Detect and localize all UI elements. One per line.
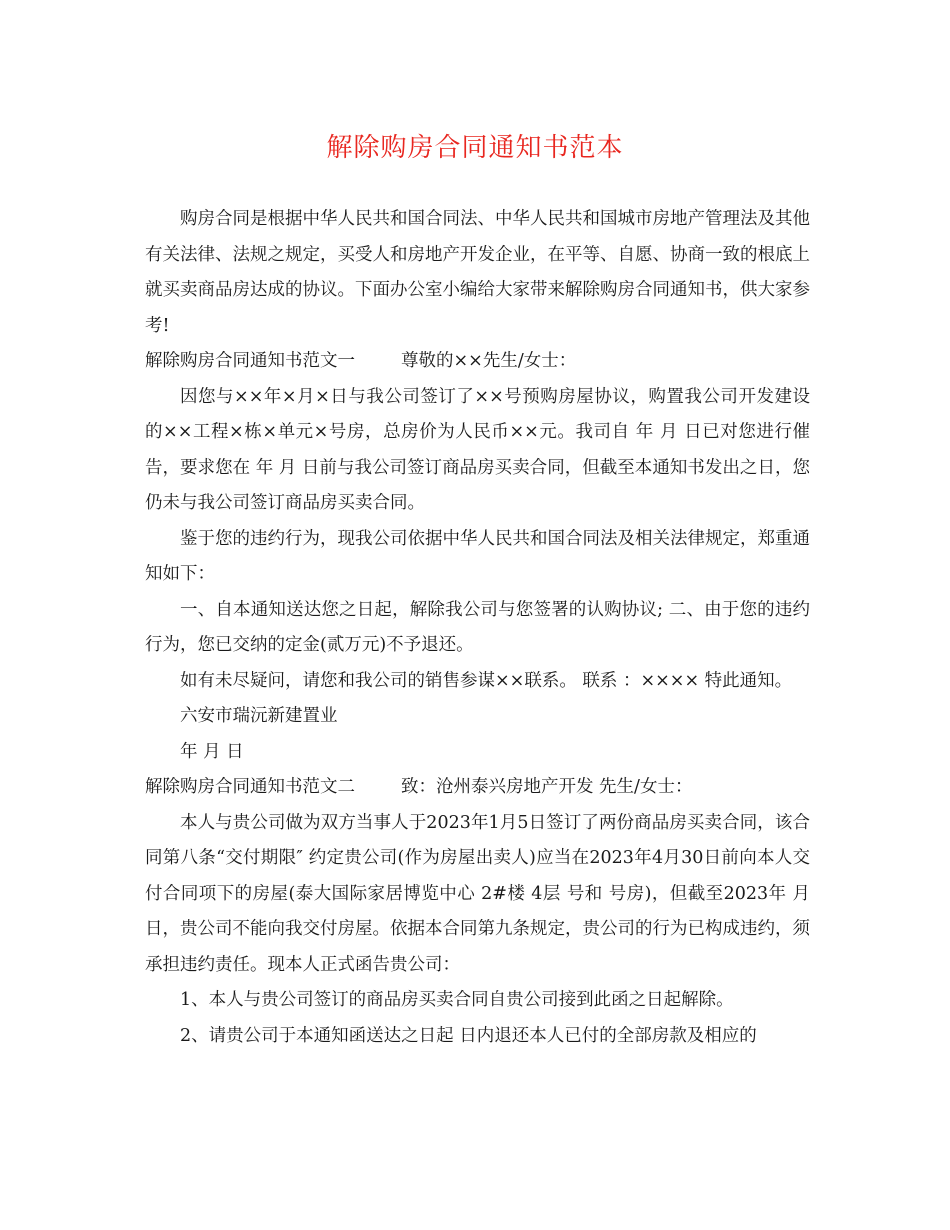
sample1-paragraph-4: 如有未尽疑问，请您和我公司的销售参谋××联系。 联系 ：×××× 特此通知。 [180, 670, 793, 691]
intro-paragraph: 购房合同是根据中华人民共和国合同法、中华人民共和国城市房地产管理法及其他有关法律、法规之规定，买受人和房地产开发企业，在平等、自愿、协商一致的根底上就买卖商品房达成的协议。下面办公室小编给大家带来解除购房合同通知书，供大家参考! [145, 209, 810, 336]
sample1-paragraph-1: 因您与××年×月×日与我公司签订了××号预购房屋协议，购置我公司开发建设的××工程×栋×单元×号房，总房价为人民币××元。我司自 年 月 日已对您进行催告，要求您在 年 月 日前与我公司签订商品房买卖合同，但截至本通知书发出之日，您仍未与我公司签订商品房买卖合同。 [145, 386, 810, 513]
sample2-paragraph-1: 本人与贵公司做为双方当事人于2023年1月5日签订了两份商品房买卖合同，该合同第八条“交付期限″ 约定贵公司(作为房屋出卖人)应当在2023年4月30日前向本人交付合同项下的房屋(泰大国际家居博览中心 2#楼 4层 号和 号房)，但截至2023年 月 日，贵公司不能向我交付房屋。依据本合同第九条规定，贵公司的行为已构成违约，须承担违约责任。现本人正式函告贵公司： [145, 812, 810, 975]
sample2-heading-line [145, 770, 810, 806]
sample1-company: 六安市瑞沅新建置业 [180, 706, 338, 726]
sample1-paragraph-3: 一、自本通知送达您之日起，解除我公司与您签署的认购协议; 二、由于您的违约行为，您已交纳的定金(贰万元)不予退还。 [145, 599, 810, 655]
document-body [145, 202, 810, 1054]
sample2-item-2: 2、请贵公司于本通知函送达之日起 日内退还本人已付的全部房款及相应的 [180, 1025, 757, 1046]
sample2-salutation: 致：沧州泰兴房地产开发 先生/女士： [401, 777, 693, 797]
sample1-date: 年 月 日 [180, 741, 244, 762]
sample2-heading: 解除购房合同通知书范文二 [145, 777, 355, 797]
sample1-salutation: 尊敬的××先生/女士： [401, 351, 577, 371]
sample1-paragraph-2: 鉴于您的违约行为，现我公司依据中华人民共和国合同法及相关法律规定，郑重通知如下： [145, 528, 810, 584]
document-title: 解除购房合同通知书范本 [326, 133, 624, 163]
sample1-heading-line [145, 344, 810, 380]
sample2-item-1: 1、本人与贵公司签订的商品房买卖合同自贵公司接到此函之日起解除。 [180, 990, 734, 1010]
sample1-heading: 解除购房合同通知书范文一 [145, 351, 355, 371]
